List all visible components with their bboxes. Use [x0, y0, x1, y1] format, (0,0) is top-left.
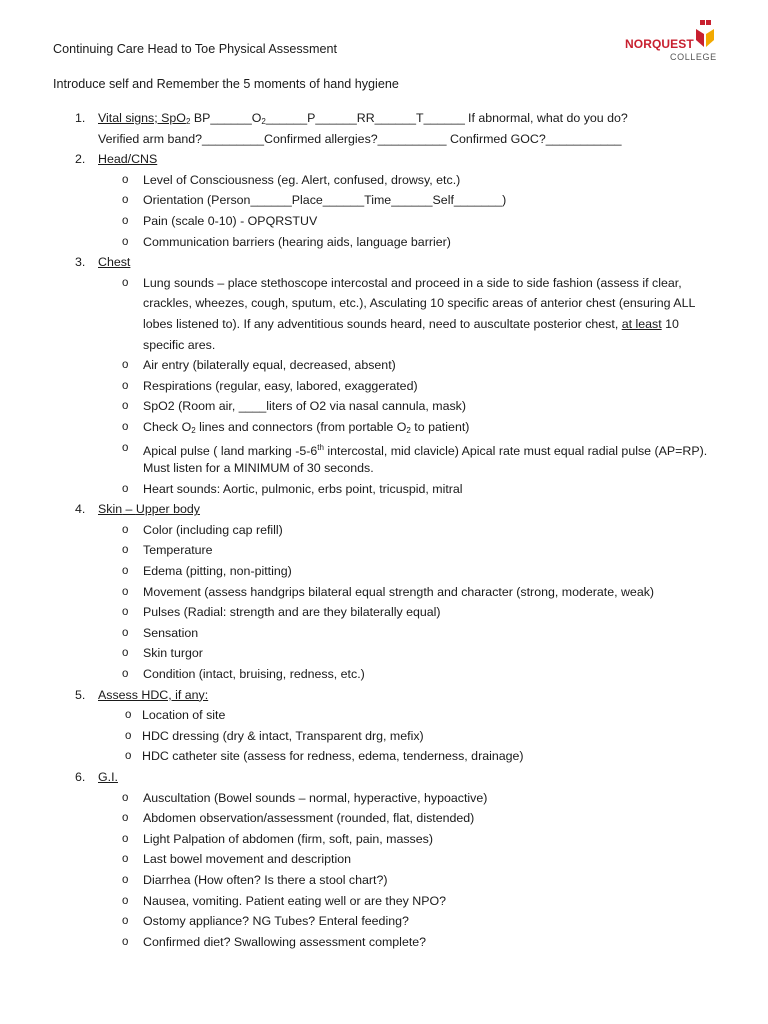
section-title: G.I. [98, 770, 118, 784]
list-item-continued: specific ares. [143, 337, 216, 352]
list-item: o Abdomen observation/assessment (rounded, flat, distended) [122, 811, 475, 826]
section-number: 1. [75, 111, 86, 125]
assessment-list [0, 108, 768, 952]
list-item: o Check $O_2$ lines and connectors (from portable $O_2$ to patient) [122, 419, 470, 435]
list-item-continued: crackles, wheezes, cough, sputum, etc.), Asculating 10 specific areas of anterior chest (ensuring ALL [143, 296, 696, 311]
list-item: o Air entry (bilaterally equal, decreased, absent) [122, 358, 396, 373]
list-item: o Level of Consciousness (eg. Alert, confused, drowsy, etc.) [122, 172, 461, 187]
list-item: o Sensation [122, 625, 199, 640]
logo-wordmark: NORQUEST [625, 37, 694, 51]
list-item: o Respirations (regular, easy, labored, exaggerated) [122, 378, 418, 393]
list-item: o Skin turgor [122, 646, 203, 661]
norquest-logo [622, 20, 722, 66]
list-item: o Lung sounds – place stethoscope intercostal and proceed in a side to side fashion (assess if clear, [122, 275, 682, 290]
list-item: o HDC dressing (dry & intact, Transparent drg, mefix) [125, 728, 424, 743]
logo-subtitle: COLLEGE [670, 52, 717, 62]
list-item: o Nausea, vomiting. Patient eating well or are they NPO? [122, 893, 447, 908]
list-item: o HDC catheter site (assess for redness, edema, tenderness, drainage) [125, 749, 524, 764]
abnormal-question: If abnormal, what do you do? [468, 111, 628, 125]
list-item: o Auscultation (Bowel sounds – normal, hyperactive, hypoactive) [122, 790, 488, 805]
section-title: Skin – Upper body [98, 502, 200, 517]
vital-signs-line: 1. Vital signs; SpO$_2$ $BP\_\_\_\_\_\_O_2\_\_\_\_\_\_P\_\_\_\_\_\_RR\_\_\_\_\_\_T\_\_\_\_\_\_$ If abnormal, what do you do? [0, 108, 768, 129]
list-item: o Edema (pitting, non-pitting) [122, 564, 292, 579]
document-title: Continuing Care Head to Toe Physical Assessment [53, 42, 337, 56]
list-item: o SpO2 (Room air, ____liters of O2 via nasal cannula, mask) [122, 399, 466, 414]
section-heading: 6. G.I. [0, 767, 768, 788]
list-item: o Color (including cap refill) [122, 522, 283, 537]
list-item: o Heart sounds: Aortic, pulmonic, erbs point, tricuspid, mitral [122, 481, 463, 496]
list-item: o Pain (scale 0-10) - OPQRSTUV [122, 213, 318, 228]
verification-line: Verified arm band?_________Confirmed allergies?__________ Confirmed GOC?___________ [98, 131, 622, 146]
section-heading: 5. Assess HDC, if any: [0, 685, 768, 706]
list-item: o Communication barriers (hearing aids, language barrier) [122, 234, 451, 249]
section-title: Chest [98, 255, 131, 270]
list-item: o Pulses (Radial: strength and are they bilaterally equal) [122, 605, 441, 620]
section-title: Head/CNS [98, 152, 158, 167]
list-item: o Location of site [125, 708, 226, 723]
list-item: o Light Palpation of abdomen (firm, soft, pain, masses) [122, 831, 433, 846]
vital-signs-label: Vital signs; SpO [98, 111, 186, 125]
section-heading: 3. Chest [0, 252, 768, 273]
logo-mark-icon [694, 20, 716, 48]
list-item: o Confirmed diet? Swallowing assessment complete? [122, 934, 427, 949]
list-item: o Temperature [122, 543, 213, 558]
list-item-continued: Must listen for a MINIMUM of 30 seconds. [143, 461, 374, 476]
list-item: o Diarrhea (How often? Is there a stool chart?) [122, 872, 388, 887]
section-heading: 4. Skin – Upper body [0, 499, 768, 520]
list-item: o Last bowel movement and description [122, 852, 352, 867]
list-item: o Orientation (Person______Place______Time______Self_______) [122, 193, 507, 208]
section-title: Assess HDC, if any: [98, 687, 209, 702]
list-item: o Condition (intact, bruising, redness, etc.) [122, 667, 365, 682]
list-item: o Movement (assess handgrips bilateral equal strength and character (strong, moderate, weak) [122, 584, 655, 599]
list-item: o Apical pulse ( land marking -5-6th intercostal, mid clavicle) Apical rate must equal radial pulse (AP=RP). [122, 441, 708, 458]
list-item: o Ostomy appliance? NG Tubes? Enteral feeding? [122, 914, 409, 929]
intro-text: Introduce self and Remember the 5 moments of hand hygiene [53, 77, 399, 91]
list-item-continued: lobes listened to). If any adventitious sounds heard, need to auscultate posterior chest, at least 10 [143, 316, 679, 331]
section-heading: 2. Head/CNS [0, 149, 768, 170]
